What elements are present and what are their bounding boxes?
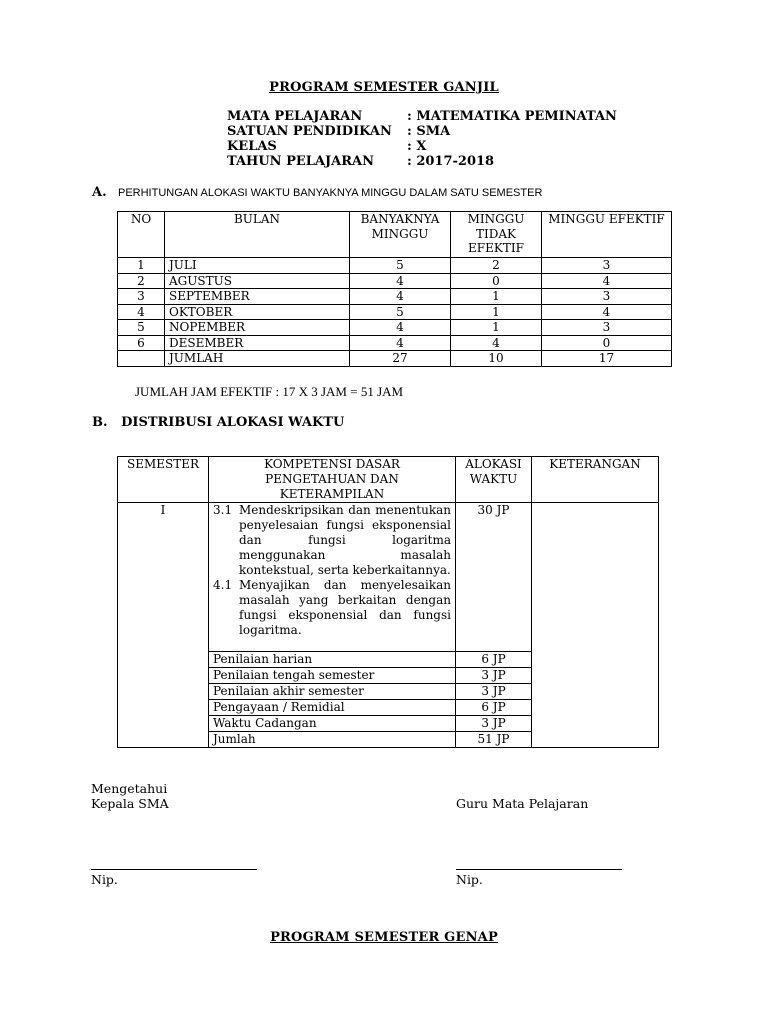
cell-month: NOPEMBER	[165, 320, 350, 336]
next-section-title: PROGRAM SEMESTER GENAP	[270, 930, 498, 945]
cell-weeks: 4	[350, 289, 451, 305]
section-b-heading: B. DISTRIBUSI ALOKASI WAKTU	[92, 415, 345, 430]
cell-allocation: 3 JP	[456, 684, 532, 700]
headmaster-signature-line	[91, 869, 257, 870]
cell-effective: 3	[542, 320, 672, 336]
section-a-heading	[92, 185, 542, 200]
competency-number: 4.1	[213, 578, 233, 592]
cell-non-effective: 10	[451, 351, 542, 367]
identity-value: : MATEMATIKA PEMINATAN	[407, 109, 617, 124]
cell-no: 4	[118, 304, 165, 320]
cell-non-effective: 1	[451, 304, 542, 320]
cell-non-effective: 1	[451, 289, 542, 305]
cell-activity: Penilaian tengah semester	[209, 668, 456, 684]
cell-notes	[532, 503, 659, 748]
cell-non-effective: 1	[451, 320, 542, 336]
page-title: PROGRAM SEMESTER GANJIL	[269, 80, 499, 95]
header-effective: MINGGU EFEKTIF	[542, 212, 672, 258]
cell-month: DESEMBER	[165, 335, 350, 351]
table-header-row	[118, 212, 672, 258]
weeks-table	[117, 211, 672, 367]
cell-allocation: 51 JP	[456, 732, 532, 748]
table-row	[118, 335, 672, 351]
cell-weeks: 4	[350, 335, 451, 351]
teacher-nip: Nip.	[456, 872, 483, 887]
identity-label: KELAS	[227, 139, 277, 154]
identity-row-year	[227, 154, 494, 169]
header-semester: SEMESTER	[118, 457, 209, 503]
cell-non-effective: 2	[451, 258, 542, 274]
cell-allocation: 6 JP	[456, 700, 532, 716]
cell-non-effective: 4	[451, 335, 542, 351]
table-header-row	[118, 457, 659, 503]
cell-weeks: 5	[350, 304, 451, 320]
allocation-table	[117, 456, 659, 748]
cell-activity: Penilaian harian	[209, 652, 456, 668]
table-row	[118, 320, 672, 336]
competency-item	[213, 503, 451, 578]
cell-competency	[209, 503, 456, 652]
table-row	[118, 503, 659, 652]
identity-row-subject	[227, 109, 617, 124]
effective-hours-summary: JUMLAH JAM EFEKTIF : 17 X 3 JAM = 51 JAM	[135, 384, 404, 399]
competency-item	[213, 578, 451, 638]
table-row	[118, 273, 672, 289]
cell-month: OKTOBER	[165, 304, 350, 320]
competency-text: Menyajikan dan menyelesaikan masalah yang berkaitan dengan fungsi eksponensial dan fungsi logaritma.	[239, 578, 451, 637]
header-weeks: BANYAKNYA MINGGU	[350, 212, 451, 258]
cell-no: 1	[118, 258, 165, 274]
header-allocation: ALOKASI WAKTU	[456, 457, 532, 503]
headmaster-nip: Nip.	[91, 872, 118, 887]
header-non-effective: MINGGU TIDAK EFEKTIF	[451, 212, 542, 258]
cell-month: JULI	[165, 258, 350, 274]
cell-weeks: 4	[350, 320, 451, 336]
acknowledged-label: Mengetahui	[91, 781, 168, 796]
cell-no: 6	[118, 335, 165, 351]
table-row	[118, 258, 672, 274]
identity-label: SATUAN PENDIDIKAN	[227, 124, 392, 139]
cell-effective: 17	[542, 351, 672, 367]
cell-allocation: 3 JP	[456, 668, 532, 684]
table-row	[118, 289, 672, 305]
cell-month: AGUSTUS	[165, 273, 350, 289]
cell-effective: 4	[542, 273, 672, 289]
competency-text: Mendeskripsikan dan menentukan penyelesaian fungsi eksponensial dan fungsi logaritma menggunakan masalah kontekstual, serta keberkaitannya.	[239, 503, 451, 577]
cell-no	[118, 351, 165, 367]
cell-activity: Pengayaan / Remidial	[209, 700, 456, 716]
identity-row-school	[227, 124, 450, 139]
cell-semester: I	[118, 503, 209, 748]
header-notes: KETERANGAN	[532, 457, 659, 503]
cell-no: 5	[118, 320, 165, 336]
identity-row-class	[227, 139, 426, 154]
cell-activity: Waktu Cadangan	[209, 716, 456, 732]
section-a-title: PERHITUNGAN ALOKASI WAKTU BANYAKNYA MINGGU DALAM SATU SEMESTER	[118, 187, 543, 199]
header-no: NO	[118, 212, 165, 258]
identity-value: : X	[407, 139, 427, 154]
cell-no: 3	[118, 289, 165, 305]
cell-allocation: 6 JP	[456, 652, 532, 668]
cell-weeks: 27	[350, 351, 451, 367]
identity-label: TAHUN PELAJARAN	[227, 154, 374, 169]
header-competency: KOMPETENSI DASAR PENGETAHUAN DAN KETERAMPILAN	[209, 457, 456, 503]
cell-effective: 0	[542, 335, 672, 351]
cell-allocation: 3 JP	[456, 716, 532, 732]
cell-month: JUMLAH	[165, 351, 350, 367]
cell-effective: 4	[542, 304, 672, 320]
identity-label: MATA PELAJARAN	[227, 109, 363, 124]
cell-effective: 3	[542, 258, 672, 274]
header-month: BULAN	[165, 212, 350, 258]
cell-non-effective: 0	[451, 273, 542, 289]
teacher-signature-line	[456, 869, 622, 870]
cell-effective: 3	[542, 289, 672, 305]
section-a-letter: A.	[92, 185, 107, 200]
table-total-row	[118, 351, 672, 367]
cell-weeks: 5	[350, 258, 451, 274]
cell-no: 2	[118, 273, 165, 289]
cell-allocation: 30 JP	[456, 503, 532, 652]
cell-weeks: 4	[350, 273, 451, 289]
identity-value: : 2017-2018	[407, 154, 495, 169]
cell-month: SEPTEMBER	[165, 289, 350, 305]
cell-activity: Penilaian akhir semester	[209, 684, 456, 700]
headmaster-label: Kepala SMA	[91, 796, 169, 811]
competency-number: 3.1	[213, 503, 233, 517]
cell-activity: Jumlah	[209, 732, 456, 748]
teacher-label: Guru Mata Pelajaran	[456, 796, 589, 811]
identity-value: : SMA	[407, 124, 451, 139]
table-row	[118, 304, 672, 320]
